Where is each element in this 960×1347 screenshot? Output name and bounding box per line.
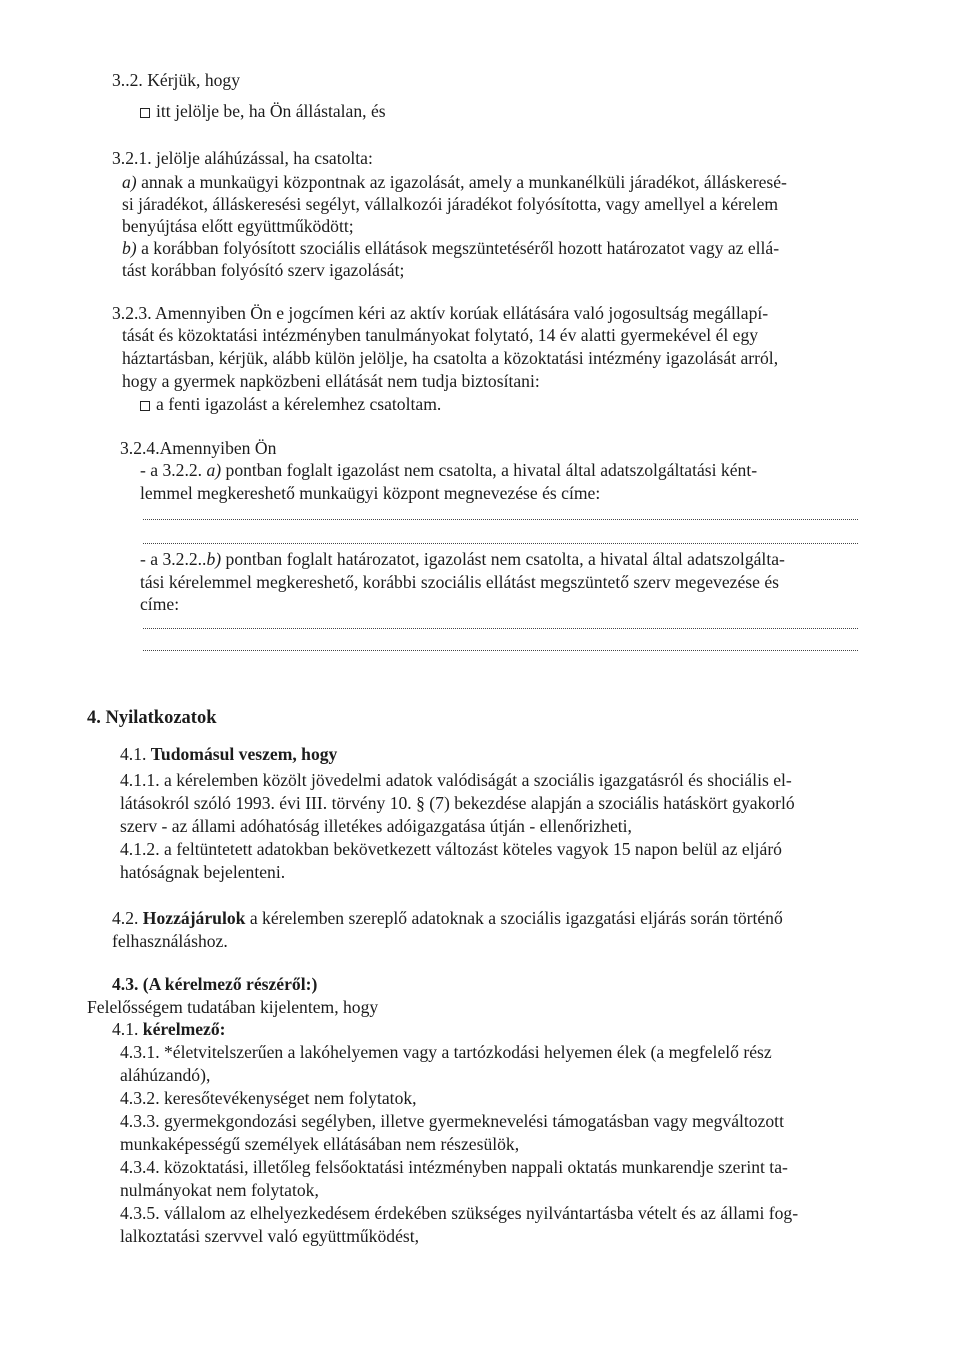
section-4-3-heading: 4.3. (A kérelmező részéről:) <box>112 974 318 994</box>
section-4-3-1-line-2: aláhúzandó), <box>120 1065 211 1085</box>
section-4-2-bold: Hozzájárulok <box>142 908 246 928</box>
item-b-text-1: a korábban folyósított szociális ellátások megszüntetéséről hozott határozatot vagy az ellá- <box>141 238 780 258</box>
item-3-2-4-b-text-1: pontban foglalt határozatot, igazolást nem csatolta, a hivatal által adatszolgálta- <box>225 549 785 569</box>
section-3-2-heading: 3..2. Kérjük, hogy <box>112 70 241 90</box>
section-4-1-2-line-1: 4.1.2. a feltüntetett adatokban bekövetkezett változást köteles vagyok 15 napon belül az eljáró <box>120 839 782 859</box>
attached-checkbox-label: a fenti igazolást a kérelemhez csatoltam. <box>156 394 442 414</box>
section-4-1-1-line-3: szerv - az állami adóhatóság illetékes adóigazgatása útján - ellenőrizheti, <box>120 816 632 836</box>
section-4-3-3-line-2: munkaképességű személyek ellátásában nem részesülök, <box>120 1134 520 1154</box>
section-3-2-3-line-1: 3.2.3. Amennyiben Ön e jogcímen kéri az aktív korúak ellátására való jogosultság megállapí- <box>112 303 769 323</box>
section-4-3-5-line-1: 4.3.5. vállalom az elhelyezkedésem érdekében szükséges nyilvántartásba vételt és az állami fog- <box>120 1203 799 1223</box>
item-a-label: a) <box>122 172 137 192</box>
fill-line-labor-center-2[interactable] <box>143 543 858 544</box>
item-a-text-1: annak a munkaügyi központnak az igazolását, amely a munkanélküli járadékot, álláskeresé- <box>141 172 787 192</box>
section-4-3-intro: Felelősségem tudatában kijelentem, hogy <box>87 997 379 1017</box>
unemployed-checkbox-row <box>140 103 386 121</box>
unemployed-checkbox[interactable] <box>140 108 150 118</box>
item-a-line-2: si járadékot, álláskeresési segélyt, vállalkozói járadékot folyósította, vagy amellyel a kérelem <box>122 194 779 214</box>
item-3-2-4-b-label: b) <box>206 549 222 569</box>
item-3-2-4-a-prefix: - a 3.2.2. <box>140 460 203 480</box>
section-4-2-text: a kérelemben szereplő adatoknak a szociális igazgatási eljárás során történő <box>249 908 783 928</box>
section-4-3-3-line-1: 4.3.3. gyermekgondozási segélyben, illetve gyermeknevelési támogatásban vagy megváltozott <box>120 1111 784 1131</box>
item-3-2-4-a-text-1: pontban foglalt igazolást nem csatolta, a hivatal által adatszolgáltatási ként- <box>225 460 758 480</box>
item-3-2-4-a-line-2: lemmel megkereshető munkaügyi központ megnevezése és címe: <box>140 483 601 503</box>
section-4-3-2: 4.3.2. keresőtevékenységet nem folytatok, <box>120 1088 417 1108</box>
section-4-title: 4. Nyilatkozatok <box>87 708 217 728</box>
section-4-1-1-line-2: látásokról szóló 1993. évi III. törvény 10. § (7) bekezdése alapján a szociális hatáskört gyakorló <box>120 793 795 813</box>
item-a-line-1 <box>122 174 787 192</box>
section-4-1-heading <box>120 746 337 764</box>
section-3-2-4-heading: 3.2.4.Amennyiben Ön <box>120 438 277 458</box>
section-3-2-1-heading: 3.2.1. jelölje aláhúzással, ha csatolta: <box>112 148 373 168</box>
section-4-1-bold: Tudomásul veszem, hogy <box>150 744 338 764</box>
section-4-3-1-line-1: 4.3.1. *életvitelszerűen a lakóhelyemen vagy a tartózkodási helyemen élek (a megfelelő rész <box>120 1042 772 1062</box>
section-4-3-4-line-2: nulmányokat nem folytatok, <box>120 1180 319 1200</box>
item-b-label: b) <box>122 238 137 258</box>
item-3-2-4-a-label: a) <box>206 460 222 480</box>
section-3-2-3-line-4: hogy a gyermek napközbeni ellátását nem tudja biztosítani: <box>122 371 540 391</box>
item-a-line-3: benyújtása előtt együttműködött; <box>122 216 354 236</box>
section-4-3-sub-prefix: 4.1. <box>112 1019 139 1039</box>
item-b-line-2: tást korábban folyósító szerv igazolását; <box>122 260 405 280</box>
item-3-2-4-a-line-1 <box>140 462 757 480</box>
attached-checkbox-row <box>140 396 441 414</box>
section-3-2-3-line-2: tását és közoktatási intézményben tanulmányokat folytató, 14 év alatti gyermekével él egy <box>122 325 759 345</box>
item-b-line-1 <box>122 240 779 258</box>
section-4-2-line-1 <box>112 910 783 928</box>
section-4-1-2-line-2: hatóságnak bejelenteni. <box>120 862 286 882</box>
section-3-2-3-line-3: háztartásban, kérjük, alább külön jelölje, ha csatolta a közoktatási intézmény igazolását arról, <box>122 348 779 368</box>
section-4-2-line-2: felhasználáshoz. <box>112 931 228 951</box>
section-4-3-subheading <box>112 1021 226 1039</box>
section-4-3-5-line-2: lalkoztatási szervvel való együttműködést, <box>120 1226 420 1246</box>
item-3-2-4-b-line-3: címe: <box>140 594 180 614</box>
section-4-1-prefix: 4.1. <box>120 744 147 764</box>
section-4-3-4-line-1: 4.3.4. közoktatási, illetőleg felsőoktatási intézményben nappali oktatás munkarendje szerint ta- <box>120 1157 788 1177</box>
section-4-1-1-line-1: 4.1.1. a kérelemben közölt jövedelmi adatok valódiságát a szociális igazgatásról és shociális el- <box>120 770 792 790</box>
item-3-2-4-b-line-2: tási kérelemmel megkereshető, korábbi szociális ellátást megszüntető szerv megevezése és <box>140 572 779 592</box>
attached-checkbox[interactable] <box>140 401 150 411</box>
unemployed-checkbox-label: itt jelölje be, ha Ön állástalan, és <box>156 101 386 121</box>
fill-line-authority-2[interactable] <box>143 650 858 651</box>
item-3-2-4-b-line-1 <box>140 551 785 569</box>
item-3-2-4-b-prefix: - a 3.2.2.. <box>140 549 207 569</box>
fill-line-authority-1[interactable] <box>143 628 858 629</box>
section-4-3-sub-bold: kérelmező: <box>142 1019 226 1039</box>
section-4-2-prefix: 4.2. <box>112 908 139 928</box>
fill-line-labor-center-1[interactable] <box>143 519 858 520</box>
